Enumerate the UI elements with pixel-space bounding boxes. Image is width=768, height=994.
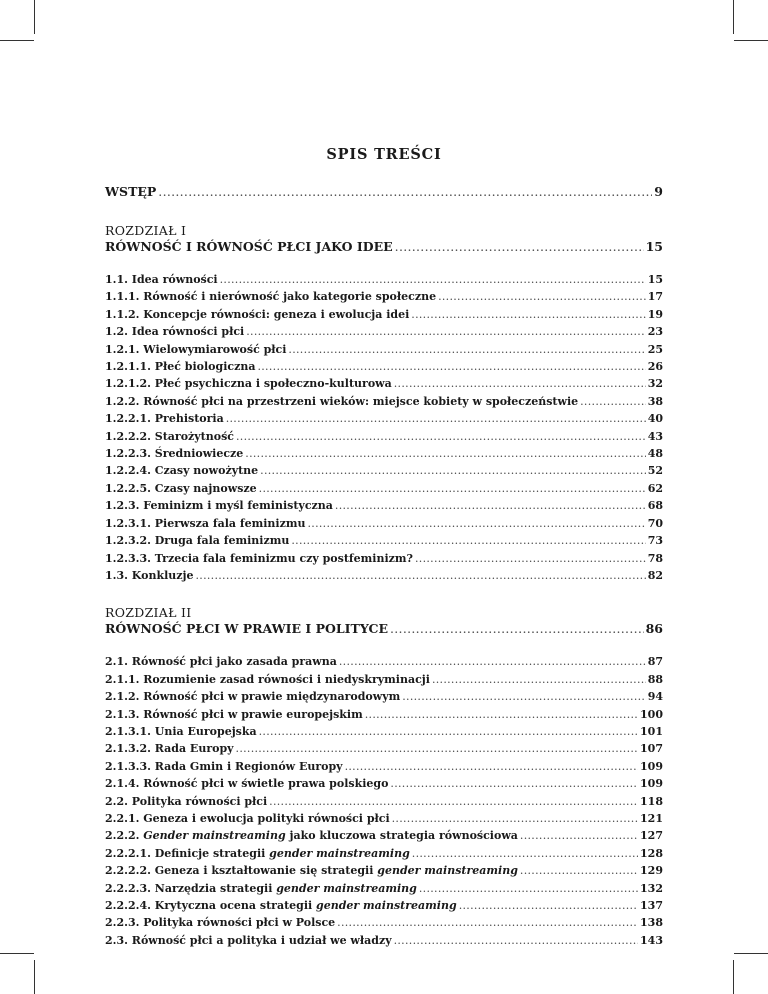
crop-mark: [0, 40, 34, 41]
leader-dots: [520, 862, 638, 879]
toc-page: 129: [640, 864, 663, 878]
toc-entry[interactable]: [105, 827, 663, 844]
toc-label: [105, 897, 457, 914]
toc-entry[interactable]: [105, 445, 663, 462]
toc-label: 1.1.1. Równość i nierówność jako kategorie społeczne: [105, 290, 437, 304]
toc-page: 32: [647, 377, 663, 391]
toc-label: 2.1.3.1. Unia Europejska: [105, 724, 257, 738]
toc-entry[interactable]: [105, 358, 663, 375]
leader-dots: [195, 567, 645, 584]
toc-label: 1.2.2. Równość płci na przestrzeni wieków: miejsce kobiety w społeczeństwie: [105, 394, 579, 408]
leader-dots: [288, 341, 645, 358]
spacer: [105, 256, 663, 271]
toc-entry[interactable]: [105, 810, 663, 827]
toc-label-part: 2.2.2.4. Krytyczna ocena strategii: [105, 899, 317, 912]
leader-dots: [260, 462, 646, 479]
toc-page: 62: [647, 481, 663, 495]
toc-page: 15: [647, 273, 663, 286]
toc-page: 86: [645, 621, 663, 637]
toc-page: 94: [647, 690, 663, 704]
toc-entry[interactable]: [105, 880, 663, 897]
crop-mark: [733, 960, 734, 994]
toc-page: 100: [640, 707, 663, 721]
leader-dots: [394, 375, 646, 392]
toc-label-part: 2.2.2.3. Narzędzia strategii: [105, 881, 277, 895]
chapter-1-entries: [105, 271, 663, 584]
toc-page: 25: [647, 342, 663, 356]
toc-entry[interactable]: [105, 480, 663, 497]
toc-page: 73: [647, 534, 663, 548]
toc-entry[interactable]: [105, 550, 663, 567]
toc-entry[interactable]: [105, 775, 663, 792]
leader-dots: [220, 271, 646, 288]
toc-label: RÓWNOŚĆ I RÓWNOŚĆ PŁCI JAKO IDEE: [105, 239, 393, 254]
spacer: [105, 638, 663, 653]
toc-entry[interactable]: [105, 323, 663, 340]
toc-label: WSTĘP: [105, 184, 157, 199]
leader-dots: [246, 323, 645, 340]
toc-page: 17: [647, 290, 663, 304]
toc-label: 1.2.3.3. Trzecia fala feminizmu czy postfeminizm?: [105, 551, 413, 565]
leader-dots: [412, 845, 638, 862]
toc-page: 23: [647, 325, 663, 339]
toc-page: 26: [647, 360, 663, 374]
toc-entry[interactable]: [105, 375, 663, 392]
toc-page: 19: [647, 307, 663, 321]
leader-dots: [432, 671, 646, 688]
toc-entry[interactable]: [105, 740, 663, 757]
toc-page: 78: [647, 551, 663, 565]
leader-dots: [236, 740, 639, 757]
toc-entry-intro[interactable]: [105, 183, 663, 201]
toc-label: [105, 827, 518, 844]
toc-label: 1.2.2.5. Czasy najnowsze: [105, 481, 257, 495]
toc-entry[interactable]: [105, 706, 663, 723]
crop-mark: [734, 40, 768, 41]
toc-page: 43: [647, 429, 663, 443]
leader-dots: [259, 723, 638, 740]
crop-mark: [733, 0, 734, 34]
toc-label: 1.1. Idea równości: [105, 273, 218, 286]
crop-mark: [34, 960, 35, 994]
leader-dots: [335, 497, 646, 514]
toc-page: 101: [640, 724, 663, 738]
toc-label-part: 2.2.2.2. Geneza i kształtowanie się strategii: [105, 864, 378, 878]
toc-entry[interactable]: [105, 306, 663, 323]
toc-page: 87: [647, 655, 663, 669]
toc-page: 132: [640, 881, 663, 895]
leader-dots: [394, 932, 638, 949]
table-of-contents: [105, 183, 663, 949]
leader-dots: [415, 550, 646, 567]
toc-label: 1.2.2.4. Czasy nowożytne: [105, 464, 259, 478]
toc-label: 1.2. Idea równości płci: [105, 325, 245, 339]
toc-label-italic: Gender mainstreaming: [143, 829, 286, 843]
leader-dots: [520, 827, 638, 844]
toc-page: 107: [640, 742, 663, 756]
leader-dots: [459, 897, 638, 914]
leader-dots: [337, 914, 638, 931]
toc-page: 127: [640, 829, 663, 843]
toc-label-italic: gender mainstreaming: [316, 899, 457, 912]
toc-label: 1.2.2.2. Starożytność: [105, 429, 234, 443]
toc-page: 109: [640, 777, 663, 791]
leader-dots: [419, 880, 638, 897]
toc-page: 128: [640, 846, 663, 860]
leader-dots: [365, 706, 638, 723]
toc-entry[interactable]: [105, 567, 663, 584]
toc-entry[interactable]: [105, 341, 663, 358]
toc-label: [105, 845, 410, 862]
toc-label: 1.2.1.2. Płeć psychiczna i społeczno-kulturowa: [105, 377, 392, 391]
toc-label: 2.2.1. Geneza i ewolucja polityki równości płci: [105, 811, 390, 825]
toc-page: 138: [640, 916, 663, 930]
toc-label: 1.2.2.3. Średniowiecze: [105, 447, 244, 461]
leader-dots: [339, 653, 646, 670]
leader-dots: [580, 393, 646, 410]
leader-dots: [411, 306, 645, 323]
leader-dots: [395, 238, 644, 256]
toc-entry[interactable]: [105, 793, 663, 810]
toc-page: 15: [645, 239, 663, 254]
toc-label: 2.1.3.3. Rada Gmin i Regionów Europy: [105, 759, 343, 773]
page-title: SPIS TREŚCI: [326, 146, 442, 163]
toc-label: 1.2.1.1. Płeć biologiczna: [105, 360, 256, 374]
toc-label: 2.3. Równość płci a polityka i udział we władzy: [105, 933, 392, 947]
toc-page: 9: [654, 184, 663, 199]
toc-label: 2.1.2. Równość płci w prawie międzynarodowym: [105, 690, 401, 704]
toc-label: 2.1.4. Równość płci w świetle prawa polskiego: [105, 777, 389, 791]
toc-entry[interactable]: [105, 897, 663, 914]
leader-dots: [307, 515, 645, 532]
toc-page: 88: [647, 672, 663, 686]
toc-entry[interactable]: [105, 862, 663, 879]
toc-entry[interactable]: [105, 653, 663, 670]
toc-entry[interactable]: [105, 288, 663, 305]
leader-dots: [390, 775, 638, 792]
toc-entry[interactable]: [105, 410, 663, 427]
toc-page: 68: [647, 499, 663, 513]
toc-label: [105, 862, 518, 879]
toc-entry[interactable]: [105, 688, 663, 705]
leader-dots: [245, 445, 645, 462]
toc-entry[interactable]: [105, 758, 663, 775]
toc-page: 38: [647, 394, 663, 408]
toc-label-part: 2.2.2.: [105, 829, 144, 843]
toc-label: 2.2. Polityka równości płci: [105, 794, 268, 808]
toc-page: 48: [647, 447, 663, 461]
toc-label-italic: gender mainstreaming: [377, 864, 518, 878]
toc-entry-chapter-1[interactable]: [105, 238, 663, 256]
leader-dots: [438, 288, 646, 305]
toc-page: 70: [647, 516, 663, 530]
toc-label: 1.1.2. Koncepcje równości: geneza i ewolucja idei: [105, 307, 410, 321]
toc-entry-chapter-2[interactable]: [105, 620, 663, 638]
toc-label: 2.1.1. Rozumienie zasad równości i niedyskryminacji: [105, 672, 430, 686]
leader-dots: [390, 620, 644, 638]
toc-entry[interactable]: [105, 914, 663, 931]
leader-dots: [345, 758, 638, 775]
leader-dots: [392, 810, 638, 827]
crop-mark: [0, 953, 34, 954]
toc-entry[interactable]: [105, 845, 663, 862]
toc-entry[interactable]: [105, 932, 663, 949]
toc-entry[interactable]: [105, 393, 663, 410]
toc-label-italic: gender mainstreaming: [276, 881, 417, 895]
leader-dots: [257, 358, 645, 375]
toc-label: RÓWNOŚĆ PŁCI W PRAWIE I POLITYCE: [105, 621, 389, 637]
toc-label: 1.3. Konkluzje: [105, 568, 194, 582]
toc-entry[interactable]: [105, 462, 663, 479]
toc-entry[interactable]: [105, 271, 663, 288]
toc-label-italic: gender mainstreaming: [269, 846, 410, 860]
crop-mark: [34, 0, 35, 34]
toc-label: 1.2.3. Feminizm i myśl feministyczna: [105, 499, 333, 513]
chapter-2-head: ROZDZIAŁ II: [105, 605, 192, 621]
toc-entry[interactable]: [105, 497, 663, 514]
toc-page: 118: [640, 794, 663, 808]
toc-page: 52: [647, 464, 663, 478]
toc-label: 1.2.3.2. Druga fala feminizmu: [105, 534, 290, 548]
toc-entry[interactable]: [105, 723, 663, 740]
toc-page: 40: [647, 412, 663, 426]
toc-label: 2.1.3.2. Rada Europy: [105, 742, 234, 756]
toc-label-part: 2.2.2.1. Definicje strategii: [105, 846, 270, 860]
crop-mark: [734, 953, 768, 954]
toc-label: 1.2.1. Wielowymiarowość płci: [105, 342, 287, 356]
toc-label: 2.2.3. Polityka równości płci w Polsce: [105, 916, 336, 930]
leader-dots: [291, 532, 645, 549]
toc-page: 82: [647, 568, 663, 582]
toc-label: 2.1. Równość płci jako zasada prawna: [105, 655, 337, 669]
toc-entry[interactable]: [105, 515, 663, 532]
leader-dots: [236, 428, 646, 445]
toc-label: [105, 880, 417, 897]
toc-label: 2.1.3. Równość płci w prawie europejskim: [105, 707, 363, 721]
toc-page: 121: [640, 811, 663, 825]
toc-entry[interactable]: [105, 428, 663, 445]
leader-dots: [259, 480, 646, 497]
toc-page: 109: [640, 759, 663, 773]
toc-page: 143: [640, 933, 663, 947]
toc-label: 1.2.3.1. Pierwsza fala feminizmu: [105, 516, 306, 530]
leader-dots: [158, 183, 652, 201]
toc-label-part: jako kluczowa strategia równościowa: [285, 829, 518, 843]
leader-dots: [226, 410, 646, 427]
chapter-2-entries: [105, 653, 663, 949]
toc-entry[interactable]: [105, 671, 663, 688]
leader-dots: [269, 793, 638, 810]
toc-page: 137: [640, 899, 663, 912]
toc-label: 1.2.2.1. Prehistoria: [105, 412, 224, 426]
chapter-1-head: ROZDZIAŁ I: [105, 223, 187, 238]
toc-entry[interactable]: [105, 532, 663, 549]
leader-dots: [402, 688, 645, 705]
